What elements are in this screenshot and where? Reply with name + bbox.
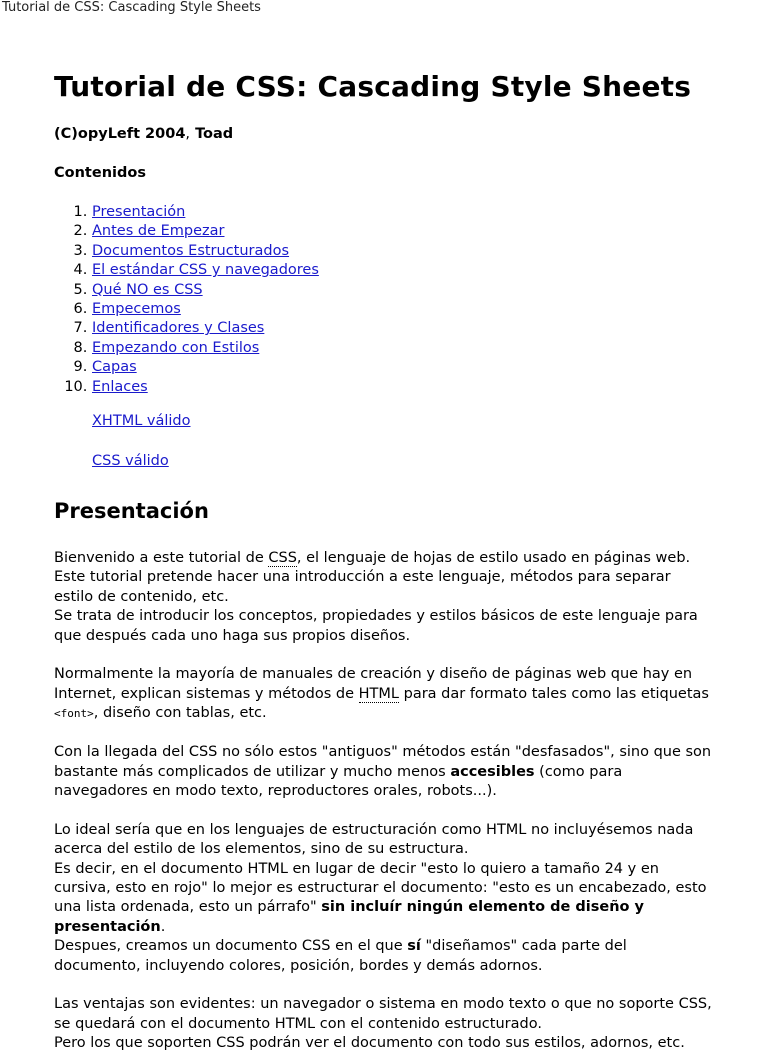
document-tab-title: Tutorial de CSS: Cascading Style Sheets [2,0,261,15]
toc-item [92,242,714,261]
toc-item [92,222,714,241]
copyright-line [54,124,714,144]
paragraph-advantages [54,995,714,1053]
toc-link-identificadores[interactable]: Identificadores y Clases [92,320,265,337]
text-run: , diseño con tablas, etc. [93,705,267,722]
text-run: "diseñamos" cada parte del documento, incluyendo colores, posición, bordes y demás adornos. [54,938,627,974]
copyright-separator: , [185,126,191,142]
toc-item [92,358,714,377]
toc-link-empezando-estilos[interactable]: Empezando con Estilos [92,339,260,356]
toc-item [92,281,714,300]
toc-item [92,378,714,397]
valid-css-line [92,451,714,471]
toc-item [92,319,714,338]
contents-heading: Contenidos [54,165,146,181]
abbr-css: CSS [268,550,297,567]
page-title: Tutorial de CSS: Cascading Style Sheets [54,70,692,103]
toc-item [92,339,714,358]
section-heading-presentacion: Presentación [54,499,209,524]
text-run: . [160,918,166,935]
toc-item [92,203,714,222]
bold-si: sí [407,938,421,955]
paragraph-intro [54,549,714,646]
valid-css-link[interactable]: CSS válido [92,453,169,470]
text-run: Lo ideal sería que en los lenguajes de estructuración como HTML no incluyésemos nada acerca del estilo de los elementos, sino de su estructura. [54,821,694,858]
table-of-contents [54,203,714,397]
paragraph-manuals [54,665,714,723]
toc-link-empecemos[interactable]: Empecemos [92,301,181,318]
valid-xhtml-line [92,411,714,431]
bold-sin-incluir: sin incluír ningún elemento de diseño y presentación [54,899,644,935]
toc-link-documentos-estructurados[interactable]: Documentos Estructurados [92,242,290,259]
toc-link-antes-de-empezar[interactable]: Antes de Empezar [92,223,225,240]
text-run: Bienvenido a este tutorial de [54,550,269,567]
paragraph-css-arrival [54,743,714,801]
copyright-text: (C)opyLeft 2004 [54,126,186,142]
toc-link-enlaces[interactable]: Enlaces [92,378,148,395]
text-run: Despues, creamos un documento CSS en el que [54,938,408,955]
author-name: Toad [195,126,234,142]
document-body [54,66,714,1054]
abbr-html: HTML [358,685,400,702]
text-run: para dar formato tales como las etiquetas [399,685,709,702]
valid-xhtml-link[interactable]: XHTML válido [92,413,191,430]
code-font-tag: <font> [54,707,94,721]
text-run: Pero los que soporten CSS podrán ver el documento con todo sus estilos, adornos, etc. [54,1035,685,1052]
toc-item [92,300,714,319]
toc-link-presentacion[interactable]: Presentación [92,204,186,220]
text-run: Las ventajas son evidentes: un navegador o sistema en modo texto o que no soporte CSS, se quedará con el documento HTML con el contenido estructurado. [54,996,712,1032]
paragraph-ideal [54,821,714,976]
bold-accesibles: accesibles [450,763,535,780]
text-run: Normalmente la mayoría de manuales de creación y diseño de páginas web que hay en Internet, explican sistemas y métodos de [54,666,693,702]
text-run: (como para navegadores en modo texto, reproductores orales, robots...). [54,763,623,799]
text-run: Con la llegada del CSS no sólo estos "antiguos" métodos están "desfasados", sino que son bastante más complicados de utilizar y mucho menos [54,744,712,780]
toc-link-que-no-es-css[interactable]: Qué NO es CSS [92,281,203,298]
toc-item [92,261,714,280]
text-run: , el lenguaje de hojas de estilo usado en páginas web. Este tutorial pretende hacer una introducción a este lenguaje, métodos para separar estilo de contenido, etc. [54,550,691,605]
text-run: Es decir, en el documento HTML en lugar de decir "esto lo quiero a tamaño 24 y en cursiva, esto en rojo" lo mejor es estructurar el documento: "esto es un encabezado, esto una lista ordenada, esto un párrafo" [54,860,707,916]
toc-link-estandar-css[interactable]: El estándar CSS y navegadores [92,262,319,279]
text-run: Se trata de introducir los conceptos, propiedades y estilos básicos de este lenguaje para que después cada uno haga sus propios diseños. [54,608,698,644]
toc-link-capas[interactable]: Capas [92,359,137,376]
